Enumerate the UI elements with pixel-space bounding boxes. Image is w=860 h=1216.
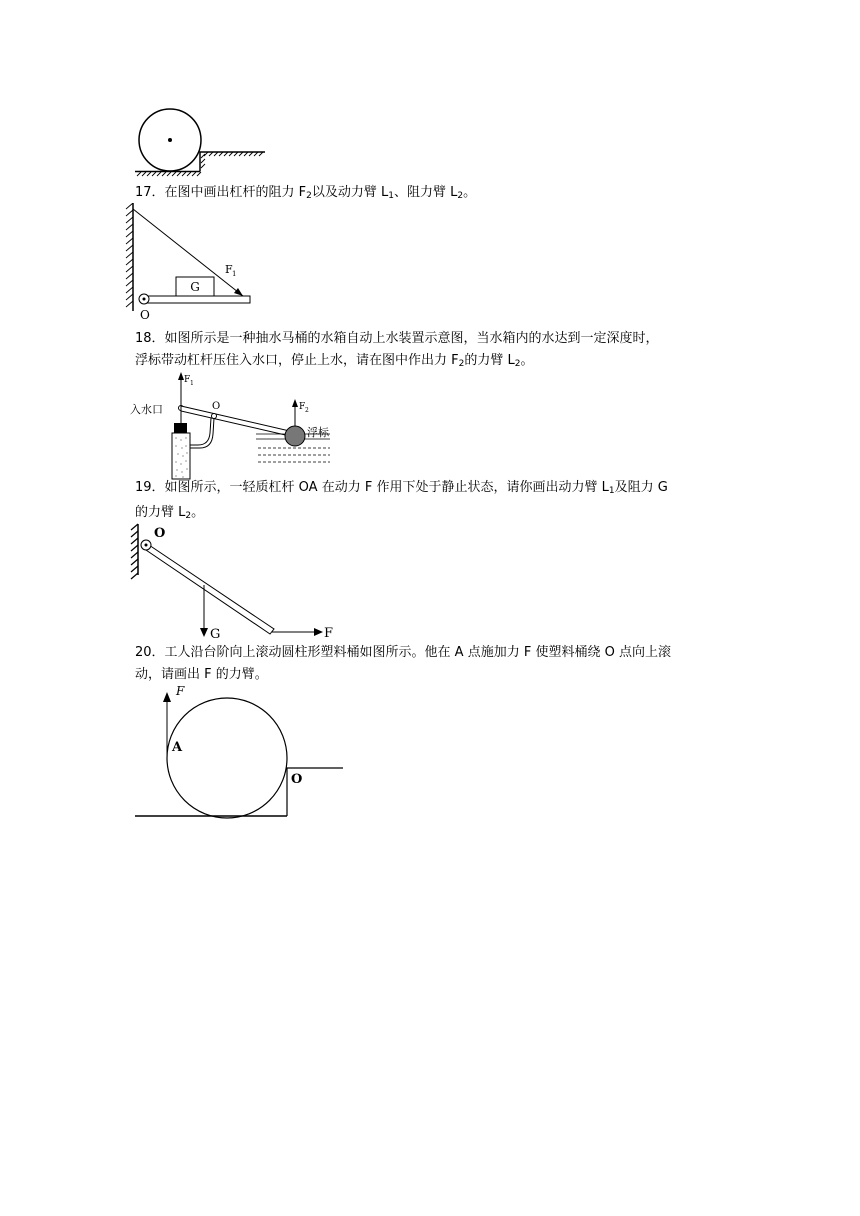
label-g: G bbox=[210, 627, 221, 642]
label-f1: F bbox=[225, 263, 233, 276]
float-ball bbox=[285, 426, 305, 446]
label-f: F bbox=[176, 684, 185, 698]
inlet-stopper bbox=[174, 423, 187, 433]
question-18: 18．如图所示是一种抽水马桶的水箱自动上水装置示意图，当水箱内的水达到一定深度时， 浮标带动杠杆压住入水口，停止上水，请在图中作出力 $F_2$的力臂 $L_2$。 bbox=[135, 331, 659, 369]
pivot-o bbox=[212, 414, 217, 419]
figure-wheel-step bbox=[120, 100, 280, 180]
svg-text:1: 1 bbox=[232, 270, 237, 278]
figure-19-lever-oa bbox=[126, 520, 346, 644]
label-f1: F bbox=[184, 375, 191, 385]
label-g: G bbox=[190, 280, 200, 294]
label-inlet: 入水口 bbox=[130, 403, 163, 416]
svg-text:1: 1 bbox=[190, 380, 194, 387]
figure-18-toilet-float bbox=[128, 368, 368, 480]
label-float: 浮标 bbox=[307, 426, 329, 439]
rope-line bbox=[133, 209, 243, 296]
svg-text:2: 2 bbox=[305, 407, 309, 414]
wall-hatching bbox=[126, 203, 133, 307]
label-a: A bbox=[172, 740, 183, 755]
question-20: 20．工人沿台阶向上滚动圆柱形塑料桶如图所示。他在 A 点施加力 F 使塑料桶绕 O 点向上滚 动，请画出 F 的力臂。 bbox=[135, 645, 671, 682]
label-f: F bbox=[324, 626, 334, 641]
question-19: 19．如图所示，一轻质杠杆 OA 在动力 F 作用下处于静止状态，请你画出动力臂 $L_1$及阻力 G 的力臂 $L_2$。 bbox=[135, 480, 668, 521]
label-o: O bbox=[154, 526, 166, 541]
label-o: O bbox=[212, 401, 221, 412]
figure-20-barrel-step bbox=[130, 682, 350, 822]
lever-plank bbox=[144, 296, 250, 303]
figure-17-lever-wall bbox=[122, 203, 262, 321]
lever-arm bbox=[181, 406, 294, 437]
wheel-center-dot bbox=[168, 138, 172, 142]
label-o: O bbox=[140, 308, 150, 321]
question-17: 17．在图中画出杠杆的阻力 $F_2$以及动力臂 $L_1$、阻力臂 $L_2$。 bbox=[135, 185, 477, 201]
label-f2: F bbox=[299, 402, 306, 412]
label-o: O bbox=[291, 772, 303, 787]
barrel-circle bbox=[167, 698, 287, 818]
lever-oa bbox=[143, 543, 274, 634]
